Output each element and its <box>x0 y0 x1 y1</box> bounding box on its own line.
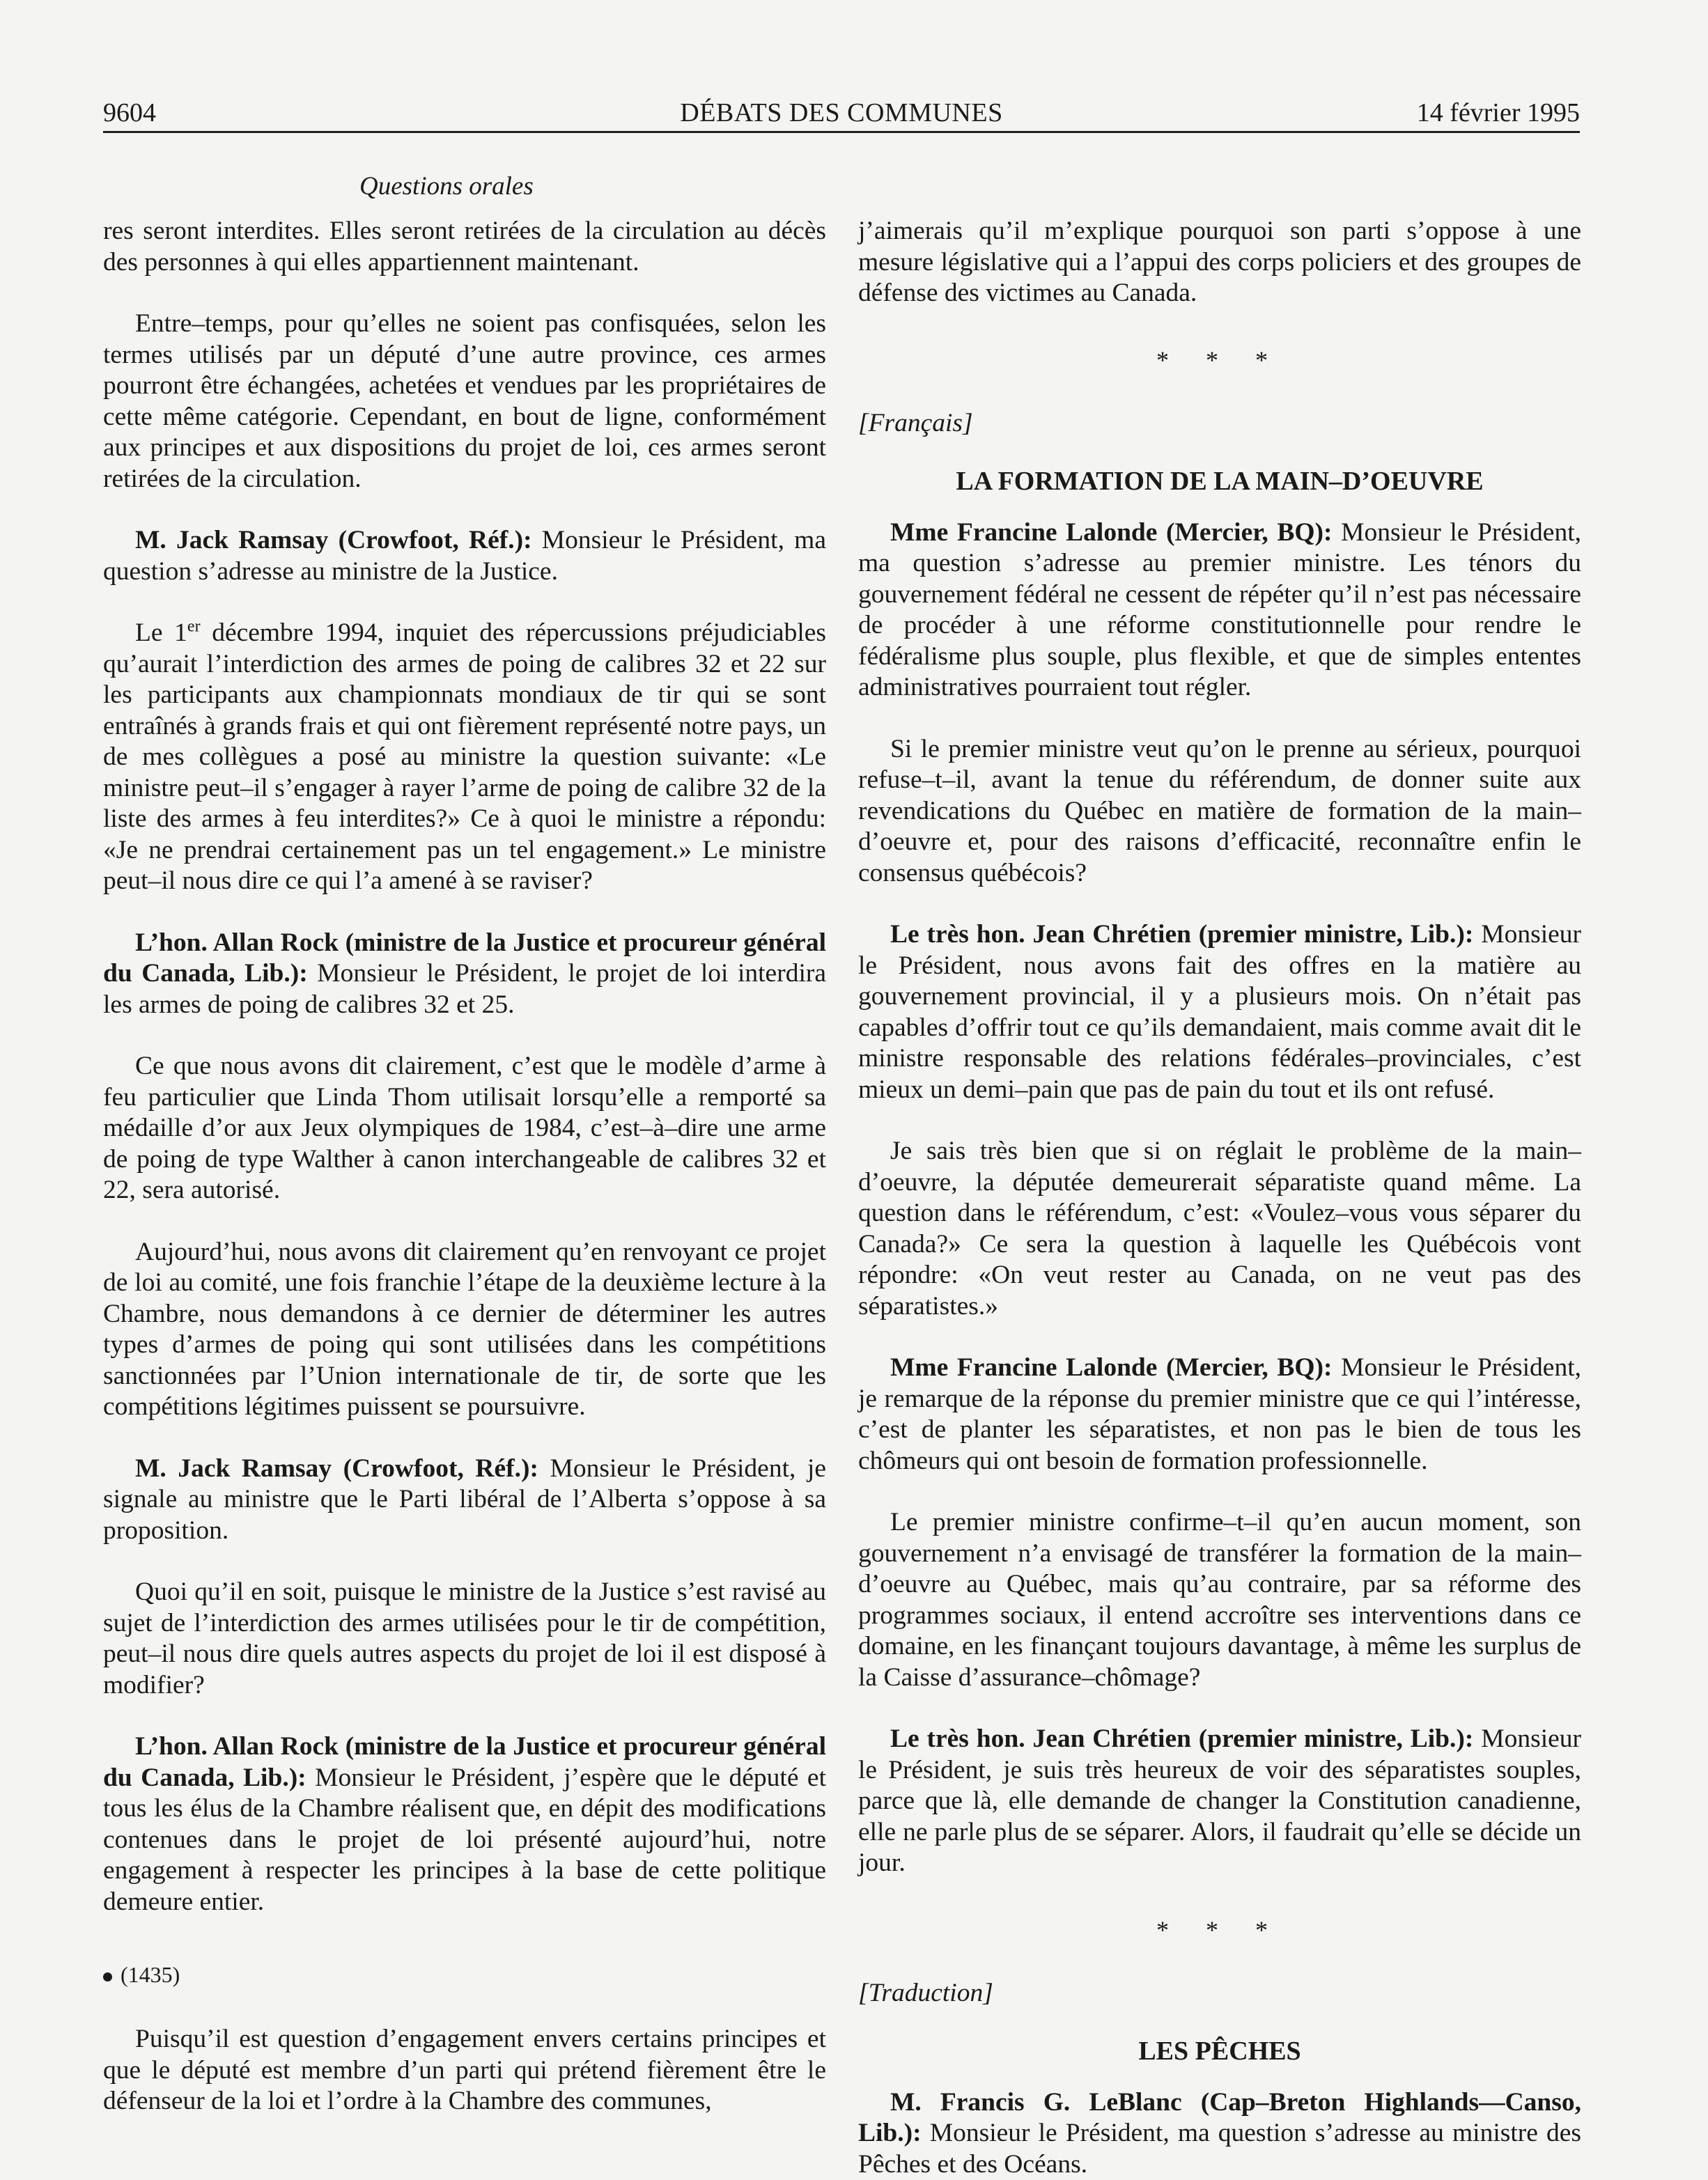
section-separator: * * * <box>858 1915 1581 1945</box>
speech-text: Monsieur le Président, je signale au ministre que le Parti libéral de l’Alberta s’oppose à sa proposition. <box>103 1454 826 1545</box>
header-date: 14 février 1995 <box>1417 98 1580 128</box>
text-fragment: Le 1 <box>135 618 187 647</box>
left-column <box>103 216 826 2117</box>
speech <box>858 2087 1581 2180</box>
paragraph: Si le premier ministre veut qu’on le prenne au sérieux, pourquoi refuse–t–il, avant la tenue du référendum, de donner suite aux revendications du Québec en matière de formation de la main–d’oeuvre et, pour des raisons d’efficacité, reconnaître enfin le consensus québécois? <box>858 734 1581 889</box>
speech <box>103 525 826 587</box>
paragraph: Puisqu’il est question d’engagement envers certains principes et que le député est membre d’un parti qui prétend fièrement être le défenseur de la loi et l’ordre à la Chambre des communes, <box>103 2024 826 2117</box>
superscript: er <box>187 618 201 636</box>
speech <box>858 919 1581 1105</box>
speech-text: Monsieur le Président, j’espère que le député et tous les élus de la Chambre réalisent que, en dépit des modifications contenues dans le projet de loi présenté aujourd’hui, notre engagement à respecter les principes à la base de cette politique demeure entier. <box>103 1764 826 1916</box>
section-heading: LA FORMATION DE LA MAIN–D’OEUVRE <box>858 466 1581 497</box>
paragraph: Aujourd’hui, nous avons dit clairement qu’en renvoyant ce projet de loi au comité, une fois franchie l’étape de la deuxième lecture à la Chambre, nous demandons à ce dernier de déterminer les autres types d’armes de poing qui sont utilisées dans les compétitions sanctionnées par l’Union internationale de tir, de sorte que les compétitions légitimes puissent se poursuivre. <box>103 1237 826 1423</box>
language-marker: [Français] <box>858 408 1581 438</box>
page-header <box>103 98 1580 134</box>
section-separator: * * * <box>858 345 1581 375</box>
speech <box>103 1454 826 1547</box>
timestamp: (1435) <box>121 1962 180 1987</box>
paragraph <box>103 618 826 897</box>
speech-text: Monsieur le Président, je suis très heureux de voir des séparatistes souples, parce que là, elle demande de changer la Constitution canadienne, elle ne parle plus de se séparer. Alors, il faudrait qu’elle se décide un jour. <box>858 1724 1581 1877</box>
speaker-name: Le très hon. Jean Chrétien (premier ministre, Lib.): <box>890 920 1473 949</box>
speech <box>103 1731 826 1917</box>
timestamp-marker <box>103 1962 826 1988</box>
speaker-name: Mme Francine Lalonde (Mercier, BQ): <box>890 518 1333 547</box>
bullet-icon <box>103 1972 112 1982</box>
language-marker: [Traduction] <box>858 1978 1581 2008</box>
paragraph: Quoi qu’il en soit, puisque le ministre de la Justice s’est ravisé au sujet de l’interdiction des armes utilisées pour le tir de compétition, peut–il nous dire quels autres aspects du projet de loi il est disposé à modifier? <box>103 1577 826 1701</box>
speech-text: Monsieur le Président, je remarque de la réponse du premier ministre que ce qui l’intéresse, c’est de planter les séparatistes, et non pas le bien de tous les chômeurs qui ont besoin de formation professionnelle. <box>858 1353 1581 1475</box>
speaker-name: Mme Francine Lalonde (Mercier, BQ): <box>890 1353 1333 1382</box>
speech-text: Monsieur le Président, nous avons fait des offres en la matière au gouvernement provincial, il y a plusieurs mois. On n’était pas capables d’offrir tout ce qu’ils demandaient, mais comme avait dit le ministre responsable des relations fédérales–provinciales, c’est mieux un demi–pain que pas de pain du tout et ils ont refusé. <box>858 920 1581 1104</box>
section-label: Questions orales <box>359 171 534 201</box>
paragraph: Ce que nous avons dit clairement, c’est que le modèle d’arme à feu particulier que Linda Thom utilisait lorsqu’elle a remporté sa médaille d’or aux Jeux olympiques de 1984, c’est–à–dire une arme de poing de type Walther à canon interchangeable de calibres 32 et 22, sera autorisé. <box>103 1051 826 1206</box>
paragraph: j’aimerais qu’il m’explique pourquoi son parti s’oppose à une mesure législative qui a l’appui des corps policiers et des groupes de défense des victimes au Canada. <box>858 216 1581 309</box>
page-number: 9604 <box>103 98 156 128</box>
right-column <box>858 216 1581 2180</box>
paragraph: Entre–temps, pour qu’elles ne soient pas confisquées, selon les termes utilisés par un député d’une autre province, ces armes pourront être échangées, achetées et vendues par les propriétaires de cette même catégorie. Cependant, en bout de ligne, conformément aux principes et aux dispositions du projet de loi, ces armes seront retirées de la circulation. <box>103 309 826 495</box>
speech-text: Monsieur le Président, ma question s’adresse au ministre des Pêches et des Océans. <box>858 2119 1581 2179</box>
speech-text: Monsieur le Président, ma question s’adresse au premier ministre. Les ténors du gouvernement fédéral ne cessent de répéter qu’il n’est pas nécessaire de procéder à une réforme constitutionnelle pour rendre le fédéralisme plus souple, plus flexible, et que de simples ententes administratives pourraient tout régler. <box>858 518 1581 702</box>
speech-text: Monsieur le Président, ma question s’adresse au ministre de la Justice. <box>103 526 826 586</box>
section-heading: LES PÊCHES <box>858 2036 1581 2066</box>
speech <box>858 1353 1581 1477</box>
text-fragment: décembre 1994, inquiet des répercussions préjudiciables qu’aurait l’interdiction des armes de poing de calibres 32 et 22 sur les participants aux championnats mondiaux de tir qui se sont entraînés à grands frais et qui ont fièrement représenté notre pays, un de mes collègues a posé au ministre la question suivante: «Le ministre peut–il s’engager à rayer l’arme de poing de calibre 32 de la liste des armes à feu interdites?» Ce à quoi le ministre a répondu: «Je ne prendrai certainement pas un tel engagement.» Le ministre peut–il nous dire ce qui l’a amené à se raviser? <box>103 618 826 895</box>
speech <box>858 1724 1581 1879</box>
header-rule <box>103 131 1580 133</box>
speaker-name: L’hon. Allan Rock (ministre de la Justice et procureur général du Canada, Lib.): <box>103 1732 826 1792</box>
speech <box>858 517 1581 703</box>
speaker-name: M. Jack Ramsay (Crowfoot, Réf.): <box>135 526 532 554</box>
speaker-name: M. Jack Ramsay (Crowfoot, Réf.): <box>135 1454 538 1483</box>
speech-text: Monsieur le Président, le projet de loi interdira les armes de poing de calibres 32 et 25. <box>103 959 826 1019</box>
speech <box>103 928 826 1021</box>
speaker-name: M. Francis G. LeBlanc (Cap–Breton Highlands—Canso, Lib.): <box>858 2088 1581 2148</box>
paragraph: Je sais très bien que si on réglait le problème de la main–d’oeuvre, la députée demeurerait séparatiste quand même. La question dans le référendum, c’est: «Voulez–vous vous séparer du Canada?» Ce sera la question à laquelle les Québécois vont répondre: «On veut rester au Canada, on ne veut pas des séparatistes.» <box>858 1136 1581 1322</box>
paragraph: Le premier ministre confirme–t–il qu’en aucun moment, son gouvernement n’a envisagé de transférer la formation de la main–d’oeuvre au Québec, mais qu’au contraire, par sa réforme des programmes sociaux, il entend accroître ses interventions dans ce domaine, en les finançant toujours davantage, à même les surplus de la Caisse d’assurance–chômage? <box>858 1507 1581 1693</box>
speaker-name: Le très hon. Jean Chrétien (premier ministre, Lib.): <box>890 1724 1473 1753</box>
paragraph: res seront interdites. Elles seront retirées de la circulation au décès des personnes à qui elles appartiennent maintenant. <box>103 216 826 278</box>
speaker-name: L’hon. Allan Rock (ministre de la Justice et procureur général du Canada, Lib.): <box>103 928 826 988</box>
journal-title: DÉBATS DES COMMUNES <box>103 98 1580 128</box>
